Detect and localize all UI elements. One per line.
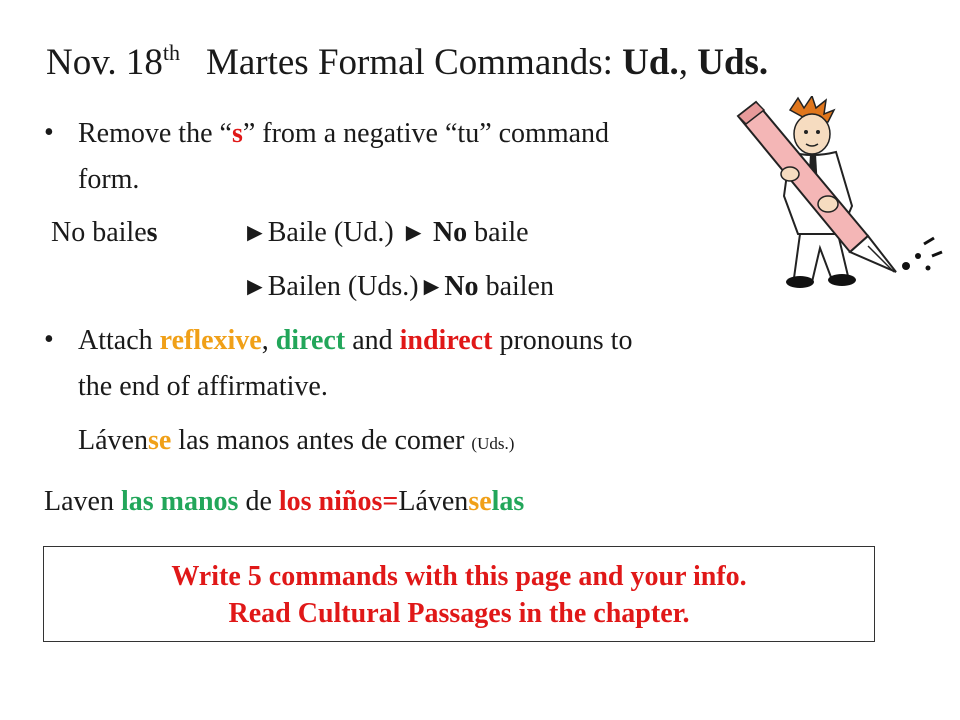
bullet-1-line-2: form. bbox=[78, 164, 140, 195]
man-with-giant-pen-icon bbox=[728, 96, 950, 292]
arrow-icon: ► bbox=[242, 218, 268, 247]
title-date-suffix: th bbox=[162, 40, 180, 65]
arrow-icon-2: ► bbox=[400, 218, 433, 247]
title-ud: Ud. bbox=[622, 42, 679, 83]
bullet-1-text-a: Remove the “ bbox=[78, 118, 232, 149]
las-manos-green: las manos bbox=[120, 486, 239, 517]
bullet-1-line-1 bbox=[78, 117, 609, 151]
de-text: de bbox=[238, 486, 279, 517]
bailen-text: bailen bbox=[478, 271, 554, 302]
title-day: Martes Formal Commands: bbox=[205, 42, 623, 83]
title-uds: Uds. bbox=[697, 42, 769, 83]
reflexive-word: reflexive bbox=[159, 325, 262, 356]
indirect-word: indirect bbox=[399, 325, 493, 356]
laven2-text: Láven bbox=[398, 486, 469, 517]
bullet-1-text-b: ” from a negative “tu” command bbox=[242, 118, 610, 149]
bullet-1-dot: • bbox=[44, 117, 54, 148]
example-baile-ud bbox=[242, 216, 529, 250]
bullet-2-dot: • bbox=[44, 324, 54, 355]
title-date: Nov. 18 bbox=[46, 42, 163, 83]
bullet-2-line-1 bbox=[78, 324, 632, 358]
uds-small: (Uds.) bbox=[471, 434, 515, 453]
title-comma: , bbox=[678, 42, 698, 83]
laven-text: Laven bbox=[44, 486, 121, 517]
example-bailen-uds bbox=[242, 270, 554, 304]
las-green: las bbox=[491, 486, 525, 517]
no-bold: No bbox=[432, 217, 468, 248]
bailen-uds-text: Bailen (Uds.) bbox=[267, 271, 419, 302]
arrow-icon-4: ► bbox=[418, 272, 445, 301]
bullet-1-s: s bbox=[231, 118, 243, 149]
direct-word: direct bbox=[275, 325, 346, 356]
assignment-line-1: Write 5 commands with this page and your info. bbox=[171, 561, 747, 592]
assignment-line-2: Read Cultural Passages in the chapter. bbox=[228, 598, 690, 629]
attach-text: Attach bbox=[78, 325, 160, 356]
lave-text: Láven bbox=[78, 425, 148, 456]
assignment-box bbox=[43, 546, 875, 642]
los-ninos-red: los niños bbox=[278, 486, 383, 517]
example-lavenselas bbox=[44, 485, 524, 519]
pronouns-to-text: pronouns to bbox=[492, 325, 633, 356]
se-orange-2: se bbox=[468, 486, 492, 517]
baile-text: baile bbox=[467, 217, 529, 248]
and-text: and bbox=[345, 325, 400, 356]
arrow-icon-3: ► bbox=[242, 272, 268, 301]
no-bailes-s: s bbox=[146, 217, 158, 248]
lavense-rest: las manos antes de comer bbox=[171, 425, 472, 456]
no-baile-text: No baile bbox=[51, 217, 147, 248]
example-no-bailes bbox=[51, 216, 158, 250]
example-lavense bbox=[78, 424, 514, 461]
no-bold-2: No bbox=[444, 271, 479, 302]
page-title bbox=[46, 40, 768, 84]
comma-text: , bbox=[261, 325, 276, 356]
baile-ud-text: Baile (Ud.) bbox=[267, 217, 401, 248]
bullet-2-line-2: the end of affirmative. bbox=[78, 371, 328, 402]
equals-sign: = bbox=[382, 486, 399, 517]
se-orange: se bbox=[147, 425, 172, 456]
